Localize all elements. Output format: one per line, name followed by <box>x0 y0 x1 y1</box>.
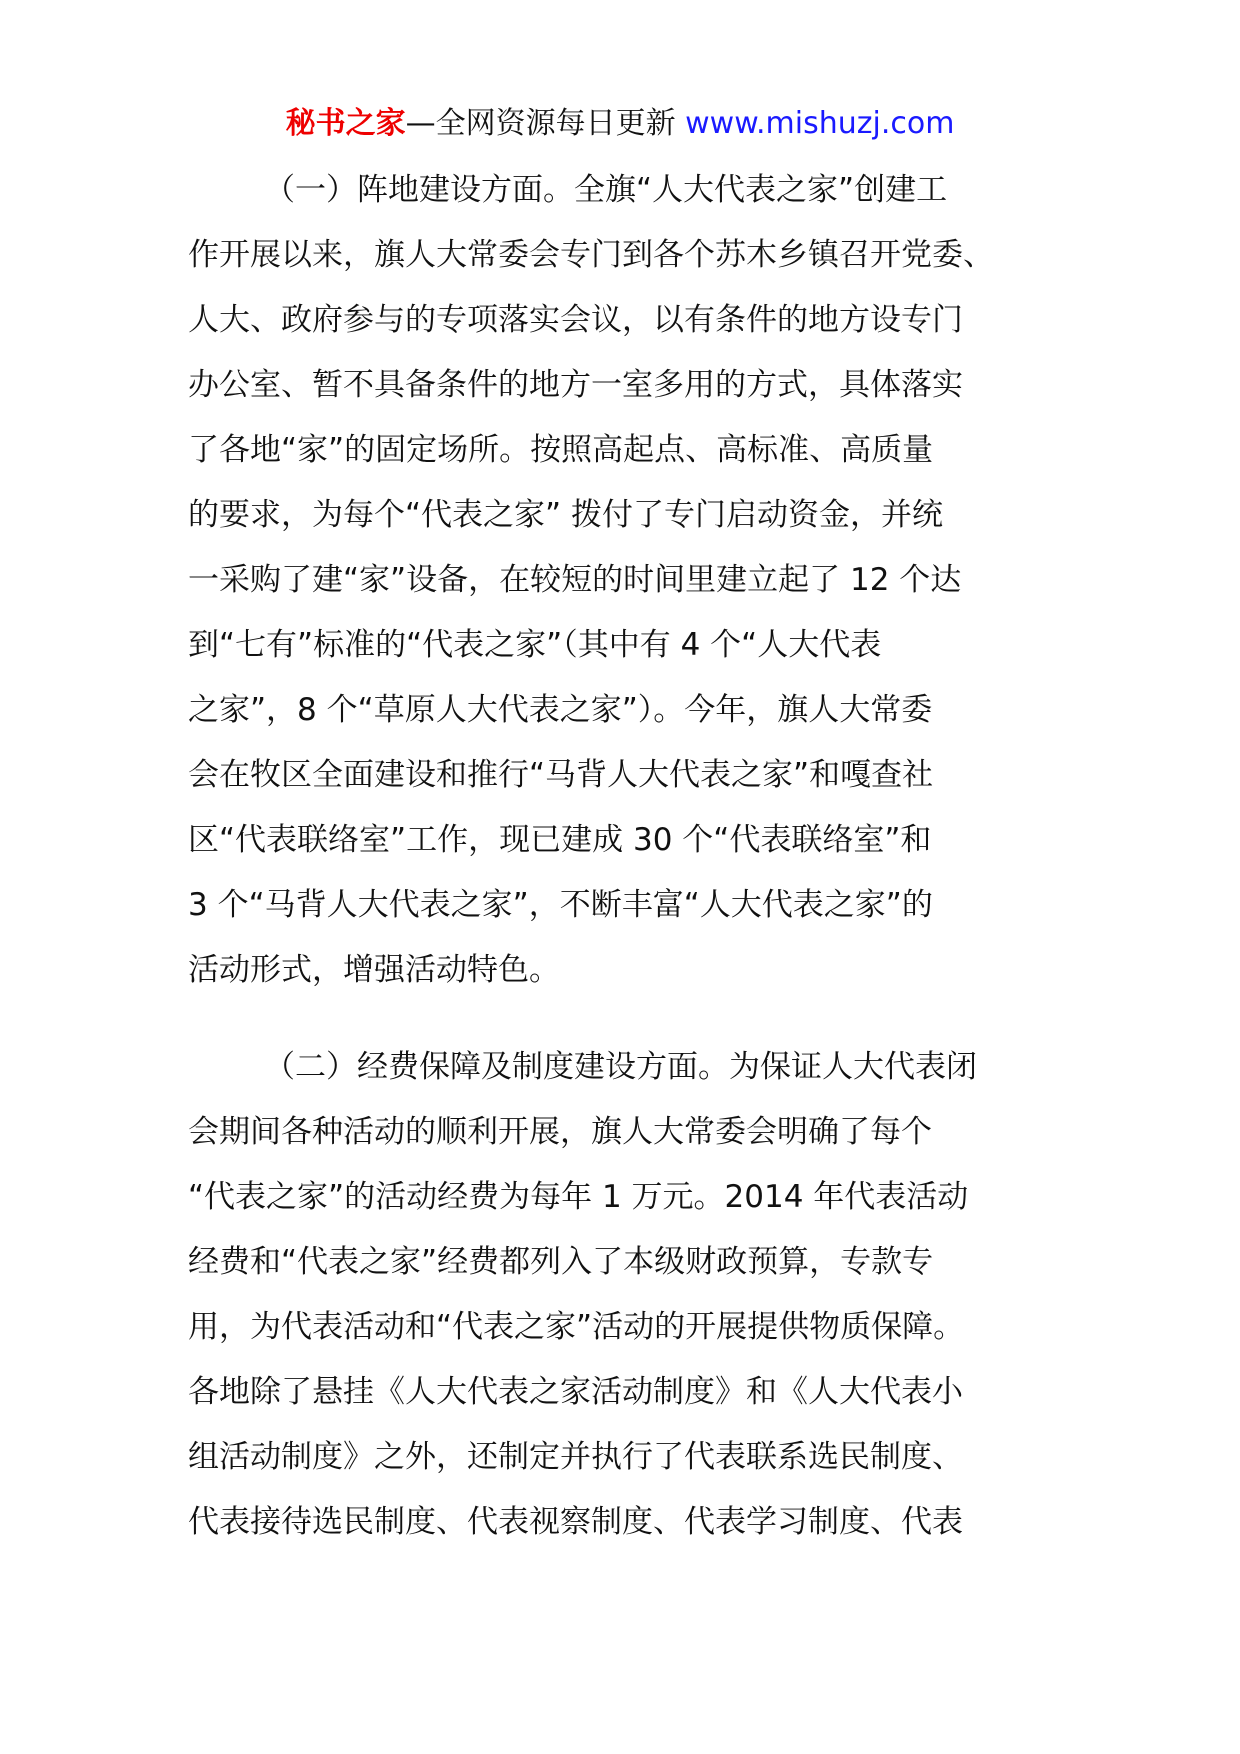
paragraph-line: 用，为代表活动和“代表之家”活动的开展提供物质保障。 <box>188 1309 965 1345</box>
paragraph-line: 会在牧区全面建设和推行“马背人大代表之家”和嘎查社 <box>188 757 934 793</box>
paragraph-funding <box>188 1035 1068 1555</box>
paragraph-line: 活动形式，增强活动特色。 <box>188 952 560 988</box>
paragraph-line: （一）阵地建设方面。全旗“人大代表之家”创建工 <box>264 172 948 208</box>
paragraph-line: 之家”，8 个“草原人大代表之家”）。今年，旗人大常委 <box>188 692 933 728</box>
paragraph-line: 各地除了悬挂《人大代表之家活动制度》和《人大代表小 <box>188 1374 963 1410</box>
site-header <box>0 104 1240 144</box>
paragraph-line: （二）经费保障及制度建设方面。为保证人大代表闭 <box>264 1049 977 1085</box>
paragraph-line: 到“七有”标准的“代表之家”（其中有 4 个“人大代表 <box>188 627 882 663</box>
paragraph-line: 经费和“代表之家”经费都列入了本级财政预算，专款专 <box>188 1244 934 1280</box>
paragraph-line: 区“代表联络室”工作，现已建成 30 个“代表联络室”和 <box>188 822 932 858</box>
paragraph-line: 办公室、暂不具备条件的地方一室多用的方式，具体落实 <box>188 367 963 403</box>
paragraph-line: 代表接待选民制度、代表视察制度、代表学习制度、代表 <box>188 1504 963 1540</box>
site-url-link[interactable]: www.mishuzj.com <box>685 106 955 141</box>
paragraph-construction <box>188 158 1068 1003</box>
paragraph-line: 人大、政府参与的专项落实会议，以有条件的地方设专门 <box>188 302 963 338</box>
paragraph-line: 会期间各种活动的顺利开展，旗人大常委会明确了每个 <box>188 1114 932 1150</box>
paragraph-line: 组活动制度》之外，还制定并执行了代表联系选民制度、 <box>188 1439 963 1475</box>
paragraph-line: 作开展以来，旗人大常委会专门到各个苏木乡镇召开党委、 <box>188 237 994 273</box>
site-brand: 秘书之家 <box>285 106 406 141</box>
paragraph-line: 一采购了建“家”设备，在较短的时间里建立起了 12 个达 <box>188 562 962 598</box>
paragraph-line: 了各地“家”的固定场所。按照高起点、高标准、高质量 <box>188 432 934 468</box>
paragraph-line: 的要求，为每个“代表之家” 拨付了专门启动资金，并统 <box>188 497 943 533</box>
paragraph-line: 3 个“马背人大代表之家”，不断丰富“人大代表之家”的 <box>188 887 933 923</box>
site-slogan: —全网资源每日更新 <box>405 106 686 141</box>
paragraph-line: “代表之家”的活动经费为每年 1 万元。2014 年代表活动 <box>188 1179 969 1215</box>
